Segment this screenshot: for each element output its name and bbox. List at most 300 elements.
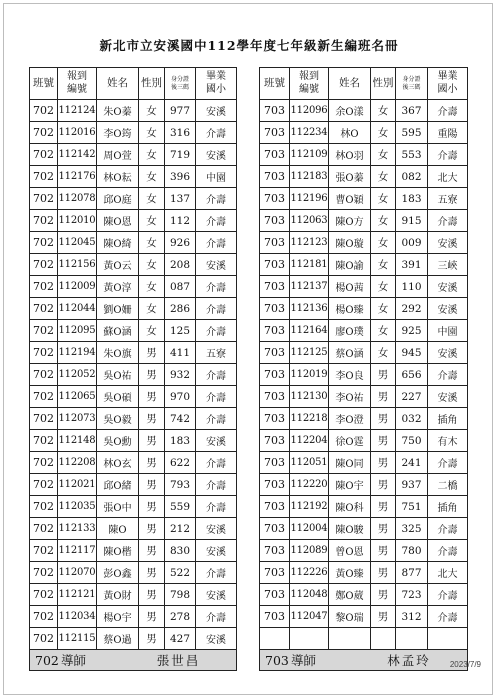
cell-id: 286 [165,298,196,320]
header-number [58,68,97,100]
cell-id: 522 [165,562,196,584]
cell-gender: 男 [139,342,165,364]
cell-school: 有木 [428,430,468,452]
cell-gender: 女 [139,298,165,320]
cell-gender: 女 [371,188,396,210]
table-row [30,628,237,650]
cell-id: 793 [165,474,196,496]
table-row [260,518,468,540]
cell-id: 925 [396,320,428,342]
cell-school: 介壽 [428,100,468,122]
cell-number: 112089 [290,540,329,562]
header-school-line2: 國小 [206,83,226,95]
cell-class: 702 [30,562,58,584]
header-name: 姓名 [329,68,371,100]
cell-gender: 女 [371,100,396,122]
table-row [260,496,468,518]
cell-class: 703 [260,408,290,430]
cell-name: 黎O瑞 [329,606,371,628]
cell-gender: 女 [371,210,396,232]
table-row [260,540,468,562]
cell-school: 安溪 [428,232,468,254]
table-row [30,188,237,210]
cell-gender: 男 [139,386,165,408]
cell-name: 張O中 [97,496,139,518]
cell-id: 742 [165,408,196,430]
cell-name: 邱O緒 [97,474,139,496]
cell-class: 702 [30,364,58,386]
cell-id: 110 [396,276,428,298]
cell-number: 112194 [58,342,97,364]
cell-gender: 男 [371,518,396,540]
cell-name: 張O蓁 [329,166,371,188]
table-row [260,100,468,122]
cell-number: 112078 [58,188,97,210]
cell-class: 703 [260,210,290,232]
cell-number: 112047 [290,606,329,628]
cell-class: 703 [260,606,290,628]
cell-class: 702 [30,408,58,430]
cell-gender: 男 [139,584,165,606]
cell-name: 徐O霆 [329,430,371,452]
footer-teacher-name: 張世昌 [156,653,201,668]
cell-number: 112142 [58,144,97,166]
table-row [30,342,237,364]
cell-class: 702 [30,320,58,342]
header-number-line1: 報到 [299,71,319,82]
cell-id: 559 [165,496,196,518]
cell-name: 余O漾 [329,100,371,122]
cell-school: 介壽 [428,144,468,166]
cell-class: 702 [30,276,58,298]
cell-number: 112208 [58,452,97,474]
cell-class: 703 [260,166,290,188]
cell-name: 黃O云 [97,254,139,276]
cell-number: 112183 [290,166,329,188]
cell-gender: 男 [371,474,396,496]
cell-school: 介壽 [196,386,237,408]
cell-class: 703 [260,518,290,540]
cell-class: 703 [260,342,290,364]
cell-gender: 女 [139,166,165,188]
cell-id: 945 [396,342,428,364]
cell-school: 介壽 [196,496,237,518]
cell-name: 陳O同 [329,452,371,474]
cell-class: 703 [260,100,290,122]
cell-id: 723 [396,584,428,606]
cell-name [329,628,371,650]
cell-class: 702 [30,628,58,650]
footer-role: 導師 [61,653,87,668]
cell-id: 391 [396,254,428,276]
cell-id: 312 [396,606,428,628]
table-row [30,386,237,408]
table-row [30,518,237,540]
cell-number: 112065 [58,386,97,408]
cell-number: 112156 [58,254,97,276]
cell-id: 125 [165,320,196,342]
header-class: 班號 [260,68,290,100]
teacher-footer-cell [30,650,237,671]
cell-id: 183 [165,430,196,452]
cell-gender: 男 [371,606,396,628]
cell-gender: 男 [371,540,396,562]
cell-gender: 女 [139,210,165,232]
cell-school: 安溪 [196,254,237,276]
cell-name: 鄭O葳 [329,584,371,606]
cell-school [428,628,468,650]
table-header-row [260,68,468,100]
cell-name: 劉O姍 [97,298,139,320]
cell-name: 吳O毅 [97,408,139,430]
cell-name: 李O筠 [97,122,139,144]
cell-number: 112137 [290,276,329,298]
cell-id: 325 [396,518,428,540]
cell-id: 937 [396,474,428,496]
cell-name: 陳O諭 [329,254,371,276]
cell-school: 五寮 [428,188,468,210]
cell-school: 三峽 [428,254,468,276]
cell-name: 楊O宇 [97,606,139,628]
cell-gender: 男 [139,518,165,540]
cell-id: 970 [165,386,196,408]
document-title: 新北市立安溪國中112學年度七年級新生編班名冊 [99,38,399,53]
cell-id: 396 [165,166,196,188]
cell-number: 112124 [58,100,97,122]
table-row [30,210,237,232]
cell-number: 112164 [290,320,329,342]
header-number-line2: 編號 [299,83,319,95]
cell-class: 702 [30,540,58,562]
cell-id: 292 [396,298,428,320]
header-id-line1: 身分證 [402,75,421,83]
table-row [30,298,237,320]
cell-school: 介壽 [196,408,237,430]
footer-role: 導師 [291,653,317,668]
cell-name: 曹O穎 [329,188,371,210]
cell-school: 介壽 [196,320,237,342]
cell-gender: 男 [139,562,165,584]
cell-gender: 男 [139,474,165,496]
cell-school: 介壽 [196,562,237,584]
cell-class: 702 [30,518,58,540]
cell-school: 安溪 [196,100,237,122]
cell-gender: 女 [139,276,165,298]
cell-gender: 男 [139,364,165,386]
cell-number: 112051 [290,452,329,474]
table-row [260,320,468,342]
cell-name: 林O羽 [329,144,371,166]
cell-name: 蘇O涵 [97,320,139,342]
cell-id: 316 [165,122,196,144]
table-row [30,100,237,122]
cell-school: 介壽 [428,606,468,628]
cell-school: 安溪 [196,540,237,562]
cell-school: 安溪 [196,518,237,540]
table-row [260,584,468,606]
cell-number: 112130 [290,386,329,408]
cell-class: 703 [260,496,290,518]
cell-id [396,628,428,650]
table-row [30,232,237,254]
cell-number: 112044 [58,298,97,320]
cell-name: 邱O庭 [97,188,139,210]
cell-class: 702 [30,342,58,364]
cell-id: 227 [396,386,428,408]
cell-gender: 女 [371,122,396,144]
cell-id: 830 [165,540,196,562]
cell-id: 183 [396,188,428,210]
cell-number: 112045 [58,232,97,254]
table-row [260,606,468,628]
cell-name: 陳O科 [329,496,371,518]
cell-gender: 女 [371,342,396,364]
cell-gender: 男 [371,584,396,606]
cell-school: 安溪 [196,584,237,606]
cell-gender: 男 [139,628,165,650]
cell-number: 112192 [290,496,329,518]
cell-class: 702 [30,166,58,188]
cell-class: 702 [30,254,58,276]
cell-gender: 女 [139,100,165,122]
cell-gender: 男 [371,408,396,430]
cell-gender: 男 [371,562,396,584]
cell-number: 112218 [290,408,329,430]
cell-class: 703 [260,188,290,210]
table-row [30,606,237,628]
cell-class: 703 [260,584,290,606]
table-row [30,540,237,562]
cell-class: 703 [260,232,290,254]
cell-gender: 女 [371,276,396,298]
cell-name: 李O澄 [329,408,371,430]
table-body [30,100,237,650]
header-class: 班號 [30,68,58,100]
cell-class: 702 [30,584,58,606]
cell-number: 112009 [58,276,97,298]
table-row [260,430,468,452]
cell-number: 112121 [58,584,97,606]
cell-number: 112234 [290,122,329,144]
cell-number: 112019 [290,364,329,386]
cell-school: 插角 [428,408,468,430]
cell-class: 702 [30,430,58,452]
cell-name: 楊O臻 [329,298,371,320]
table-row [30,364,237,386]
cell-number: 112196 [290,188,329,210]
cell-id: 087 [165,276,196,298]
cell-class: 703 [260,254,290,276]
cell-name: 陳O方 [329,210,371,232]
header-id-line2: 後三碼 [402,83,421,91]
cell-gender: 女 [139,254,165,276]
cell-school: 介壽 [428,452,468,474]
cell-school: 北大 [428,562,468,584]
cell-class [260,628,290,650]
cell-name: 李O良 [329,364,371,386]
cell-school: 安溪 [196,144,237,166]
cell-number: 112063 [290,210,329,232]
cell-gender: 女 [139,188,165,210]
cell-class: 702 [30,188,58,210]
table-row [260,166,468,188]
cell-name: 彭O鑫 [97,562,139,584]
table-row [30,254,237,276]
cell-number: 112136 [290,298,329,320]
cell-class: 703 [260,122,290,144]
cell-id: 719 [165,144,196,166]
cell-id: 798 [165,584,196,606]
cell-id: 009 [396,232,428,254]
cell-name: 曾O恩 [329,540,371,562]
cell-gender: 男 [139,540,165,562]
table-row [260,188,468,210]
cell-school: 五寮 [196,342,237,364]
cell-gender: 女 [139,122,165,144]
table-row [260,276,468,298]
cell-class: 702 [30,144,58,166]
table-row [260,364,468,386]
cell-class: 702 [30,232,58,254]
cell-name: 朱O蓁 [97,100,139,122]
cell-id: 427 [165,628,196,650]
cell-number: 112035 [58,496,97,518]
cell-name: 黃O淳 [97,276,139,298]
cell-id: 082 [396,166,428,188]
cell-name: 朱O旗 [97,342,139,364]
table-row [30,166,237,188]
header-number [290,68,329,100]
cell-class: 703 [260,562,290,584]
cell-gender: 女 [139,144,165,166]
header-gender: 性別 [371,68,396,100]
cell-school: 介壽 [196,188,237,210]
cell-gender: 男 [371,430,396,452]
header-id-line2: 後三碼 [170,83,189,91]
cell-number: 112073 [58,408,97,430]
cell-name: 李O祐 [329,386,371,408]
cell-gender: 女 [139,320,165,342]
cell-id: 553 [396,144,428,166]
cell-class: 702 [30,210,58,232]
cell-class: 703 [260,540,290,562]
class-703-roster-table [259,67,468,671]
cell-id: 278 [165,606,196,628]
cell-class: 703 [260,276,290,298]
teacher-footer-row [30,650,237,671]
cell-school: 安溪 [428,298,468,320]
cell-school: 安溪 [196,430,237,452]
table-row [30,122,237,144]
cell-gender: 男 [139,430,165,452]
cell-name: 林O [329,122,371,144]
cell-school: 中園 [428,320,468,342]
table-row [260,254,468,276]
cell-school: 介壽 [196,210,237,232]
cell-gender: 男 [139,452,165,474]
header-school-line2: 國小 [437,83,458,95]
header-id [396,68,428,100]
table-row [260,452,468,474]
table-row [30,144,237,166]
cell-school: 介壽 [428,210,468,232]
table-row [260,342,468,364]
cell-school: 介壽 [196,364,237,386]
header-number-line1: 報到 [67,71,87,82]
cell-name: 陳O [97,518,139,540]
cell-class: 702 [30,386,58,408]
cell-id: 367 [396,100,428,122]
cell-name: 蔡O過 [97,628,139,650]
cell-number: 112048 [290,584,329,606]
table-row [260,210,468,232]
cell-school: 介壽 [428,540,468,562]
cell-class: 703 [260,298,290,320]
cell-class: 703 [260,364,290,386]
header-number-line2: 編號 [67,83,87,95]
cell-school: 安溪 [196,628,237,650]
cell-id: 751 [396,496,428,518]
cell-class: 702 [30,122,58,144]
table-row [260,232,468,254]
footer-teacher-name: 林孟玲 [387,653,431,668]
table-row [30,474,237,496]
empty-table-row [260,628,468,650]
cell-school: 介壽 [196,122,237,144]
cell-school: 重陽 [428,122,468,144]
cell-id: 112 [165,210,196,232]
cell-number: 112115 [58,628,97,650]
cell-id: 212 [165,518,196,540]
table-body [260,100,468,650]
cell-id: 926 [165,232,196,254]
cell-class: 702 [30,474,58,496]
cell-school: 中園 [196,166,237,188]
cell-gender: 女 [371,320,396,342]
table-row [30,408,237,430]
cell-gender: 女 [371,298,396,320]
table-row [30,496,237,518]
cell-class: 702 [30,606,58,628]
table-row [260,386,468,408]
cell-school: 介壽 [196,474,237,496]
cell-name: 吳O碩 [97,386,139,408]
cell-gender: 女 [139,232,165,254]
teacher-footer-cell [260,650,468,671]
table-row [30,276,237,298]
cell-gender: 女 [371,232,396,254]
cell-class: 702 [30,298,58,320]
footer-class: 702 [35,652,59,668]
cell-id: 032 [396,408,428,430]
cell-name: 楊O茜 [329,276,371,298]
cell-number: 112095 [58,320,97,342]
cell-id: 750 [396,430,428,452]
cell-id: 208 [165,254,196,276]
cell-name: 林O耘 [97,166,139,188]
header-school-line1: 畢業 [206,71,226,82]
cell-name: 黃O財 [97,584,139,606]
cell-school: 北大 [428,166,468,188]
cell-gender: 女 [371,166,396,188]
cell-id: 932 [165,364,196,386]
cell-school: 介壽 [428,364,468,386]
header-id [165,68,196,100]
cell-number: 112052 [58,364,97,386]
header-gender: 性別 [139,68,165,100]
teacher-footer-row [260,650,468,671]
cell-class: 703 [260,430,290,452]
